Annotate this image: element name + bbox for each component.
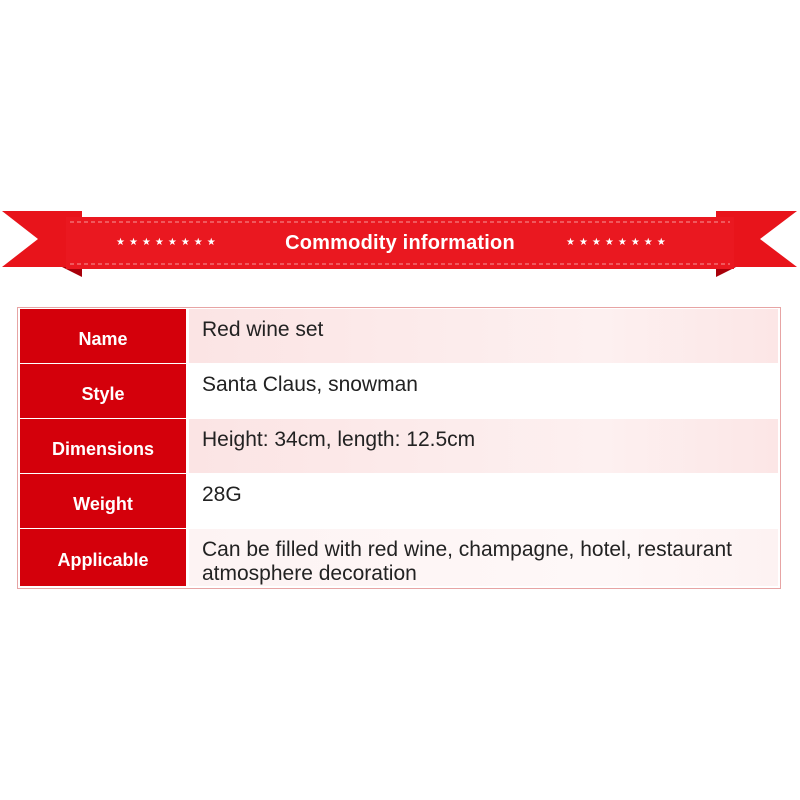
row-label: Dimensions — [20, 419, 186, 473]
row-value: Height: 34cm, length: 12.5cm — [189, 419, 778, 473]
row-value: Santa Claus, snowman — [189, 364, 778, 418]
banner-title: Commodity information — [285, 232, 515, 254]
row-value: 28G — [189, 474, 778, 528]
table-row — [18, 529, 780, 586]
table-row — [18, 364, 780, 418]
table-row — [18, 474, 780, 528]
commodity-info-table — [17, 307, 781, 589]
row-value: Can be filled with red wine, champagne, hotel, restaurant atmosphere decoration — [189, 529, 778, 586]
table-row — [18, 419, 780, 473]
stars-right-decoration: ★★★★★★★★ — [566, 237, 670, 248]
stars-left-decoration: ★★★★★★★★ — [116, 237, 220, 248]
row-value: Red wine set — [189, 309, 778, 363]
table-row — [18, 309, 780, 363]
section-banner — [0, 205, 800, 280]
row-label: Style — [20, 364, 186, 418]
row-label: Applicable — [20, 529, 186, 586]
row-label: Weight — [20, 474, 186, 528]
row-label: Name — [20, 309, 186, 363]
